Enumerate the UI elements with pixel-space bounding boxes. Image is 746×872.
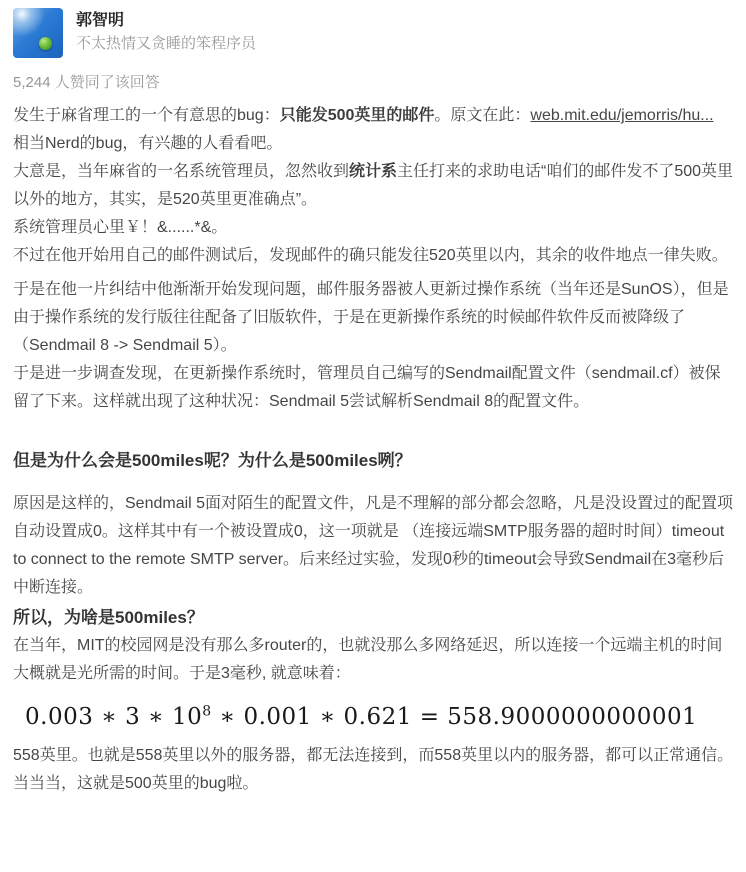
answer-content (13, 102, 734, 798)
math-formula (13, 701, 734, 733)
paragraph-admin-reaction: 系统管理员心里￥！&......*&。 (13, 219, 228, 236)
paragraph-timeout-explanation: 原因是这样的，Sendmail 5面对陌生的配置文件，凡是不理解的部分都会忽略，凡是没设置过的配置项自动设置成0。这样其中有一个被设置成0，这一项就是 （连接远端SMTP服务器的超时时间）timeout to connect to the remote SMTP server。后来经过实验，发现0秒的timeout会导致Sendmail在3毫秒后中断连接。 (13, 495, 734, 596)
paragraph-config-file: 于是进一步调查发现，在更新操作系统时，管理员自己编写的Sendmail配置文件（sendmail.cf）被保留了下来。这样就出现了这种状况：Sendmail 5尝试解析Sendmail 8的配置文件。 (13, 365, 721, 410)
author-bio: 不太热情又贪睡的笨程序员 (76, 35, 257, 52)
intro-bold-text: 只能发500英里的邮件 (279, 107, 435, 124)
formula-part1: 0.003 ∗ 3 ∗ 10 (25, 704, 203, 730)
story-bold-text: 统计系 (349, 163, 398, 180)
story-post-text: 主任打来的求助电话“咱们的邮件发不了500英里以外的地方，其实，是520英里更准确点”。 (13, 163, 734, 208)
paragraph-mit-network: 在当年，MIT的校园网是没有那么多router的，也就没那么多网络延迟，所以连接一个远端主机的时间大概就是光所需的时间。于是3毫秒, 就意味着： (13, 637, 723, 682)
formula-part2: ∗ 0.001 ∗ 0.621 = 558.9000000000001 (211, 704, 698, 730)
answer-author-header (13, 8, 734, 58)
avatar-green-ball-icon (39, 37, 52, 50)
avatar[interactable] (13, 8, 63, 58)
heading-so-why-500-miles: 所以，为啥是500miles？ (13, 608, 204, 627)
story-pre-text: 大意是，当年麻省的一名系统管理员，忽然收到 (13, 163, 350, 180)
intro-text: 发生于麻省理工的一个有意思的bug： (13, 107, 280, 124)
intro-post-text: 。原文在此： (434, 107, 531, 124)
paragraph-conclusion: 当当当，这就是500英里的bug啦。 (13, 775, 259, 792)
paragraph-nerd: 相当Nerd的bug，有兴趣的人看看吧。 (13, 135, 283, 152)
author-meta (76, 8, 256, 54)
paragraph-intro (13, 102, 734, 130)
paragraph-os-update: 于是在他一片纠结中他渐渐开始发现问题，邮件服务器被人更新过操作系统（当年还是SunOS），但是由于操作系统的发行版往往配备了旧版软件，于是在更新操作系统的时候邮件软件反而被降级了（Sendmail 8 -> Sendmail 5）。 (13, 281, 729, 354)
author-name[interactable]: 郭智明 (76, 12, 125, 29)
paragraph-test-result: 不过在他开始用自己的邮件测试后，发现邮件的确只能发往520英里以内，其余的收件地点一律失败。 (13, 247, 728, 264)
mit-article-link[interactable]: web.mit.edu/jemorris/hu... (530, 107, 714, 124)
paragraph-story (13, 158, 734, 214)
paragraph-558-miles: 558英里。也就是558英里以外的服务器，都无法连接到，而558英里以内的服务器，都可以正常通信。 (13, 747, 734, 764)
heading-why-500-miles: 但是为什么会是500miles呢？为什么是500miles咧？ (13, 451, 412, 470)
formula-exponent: 8 (202, 703, 212, 720)
upvote-count-text: 5,244 人赞同了该回答 (13, 74, 160, 91)
